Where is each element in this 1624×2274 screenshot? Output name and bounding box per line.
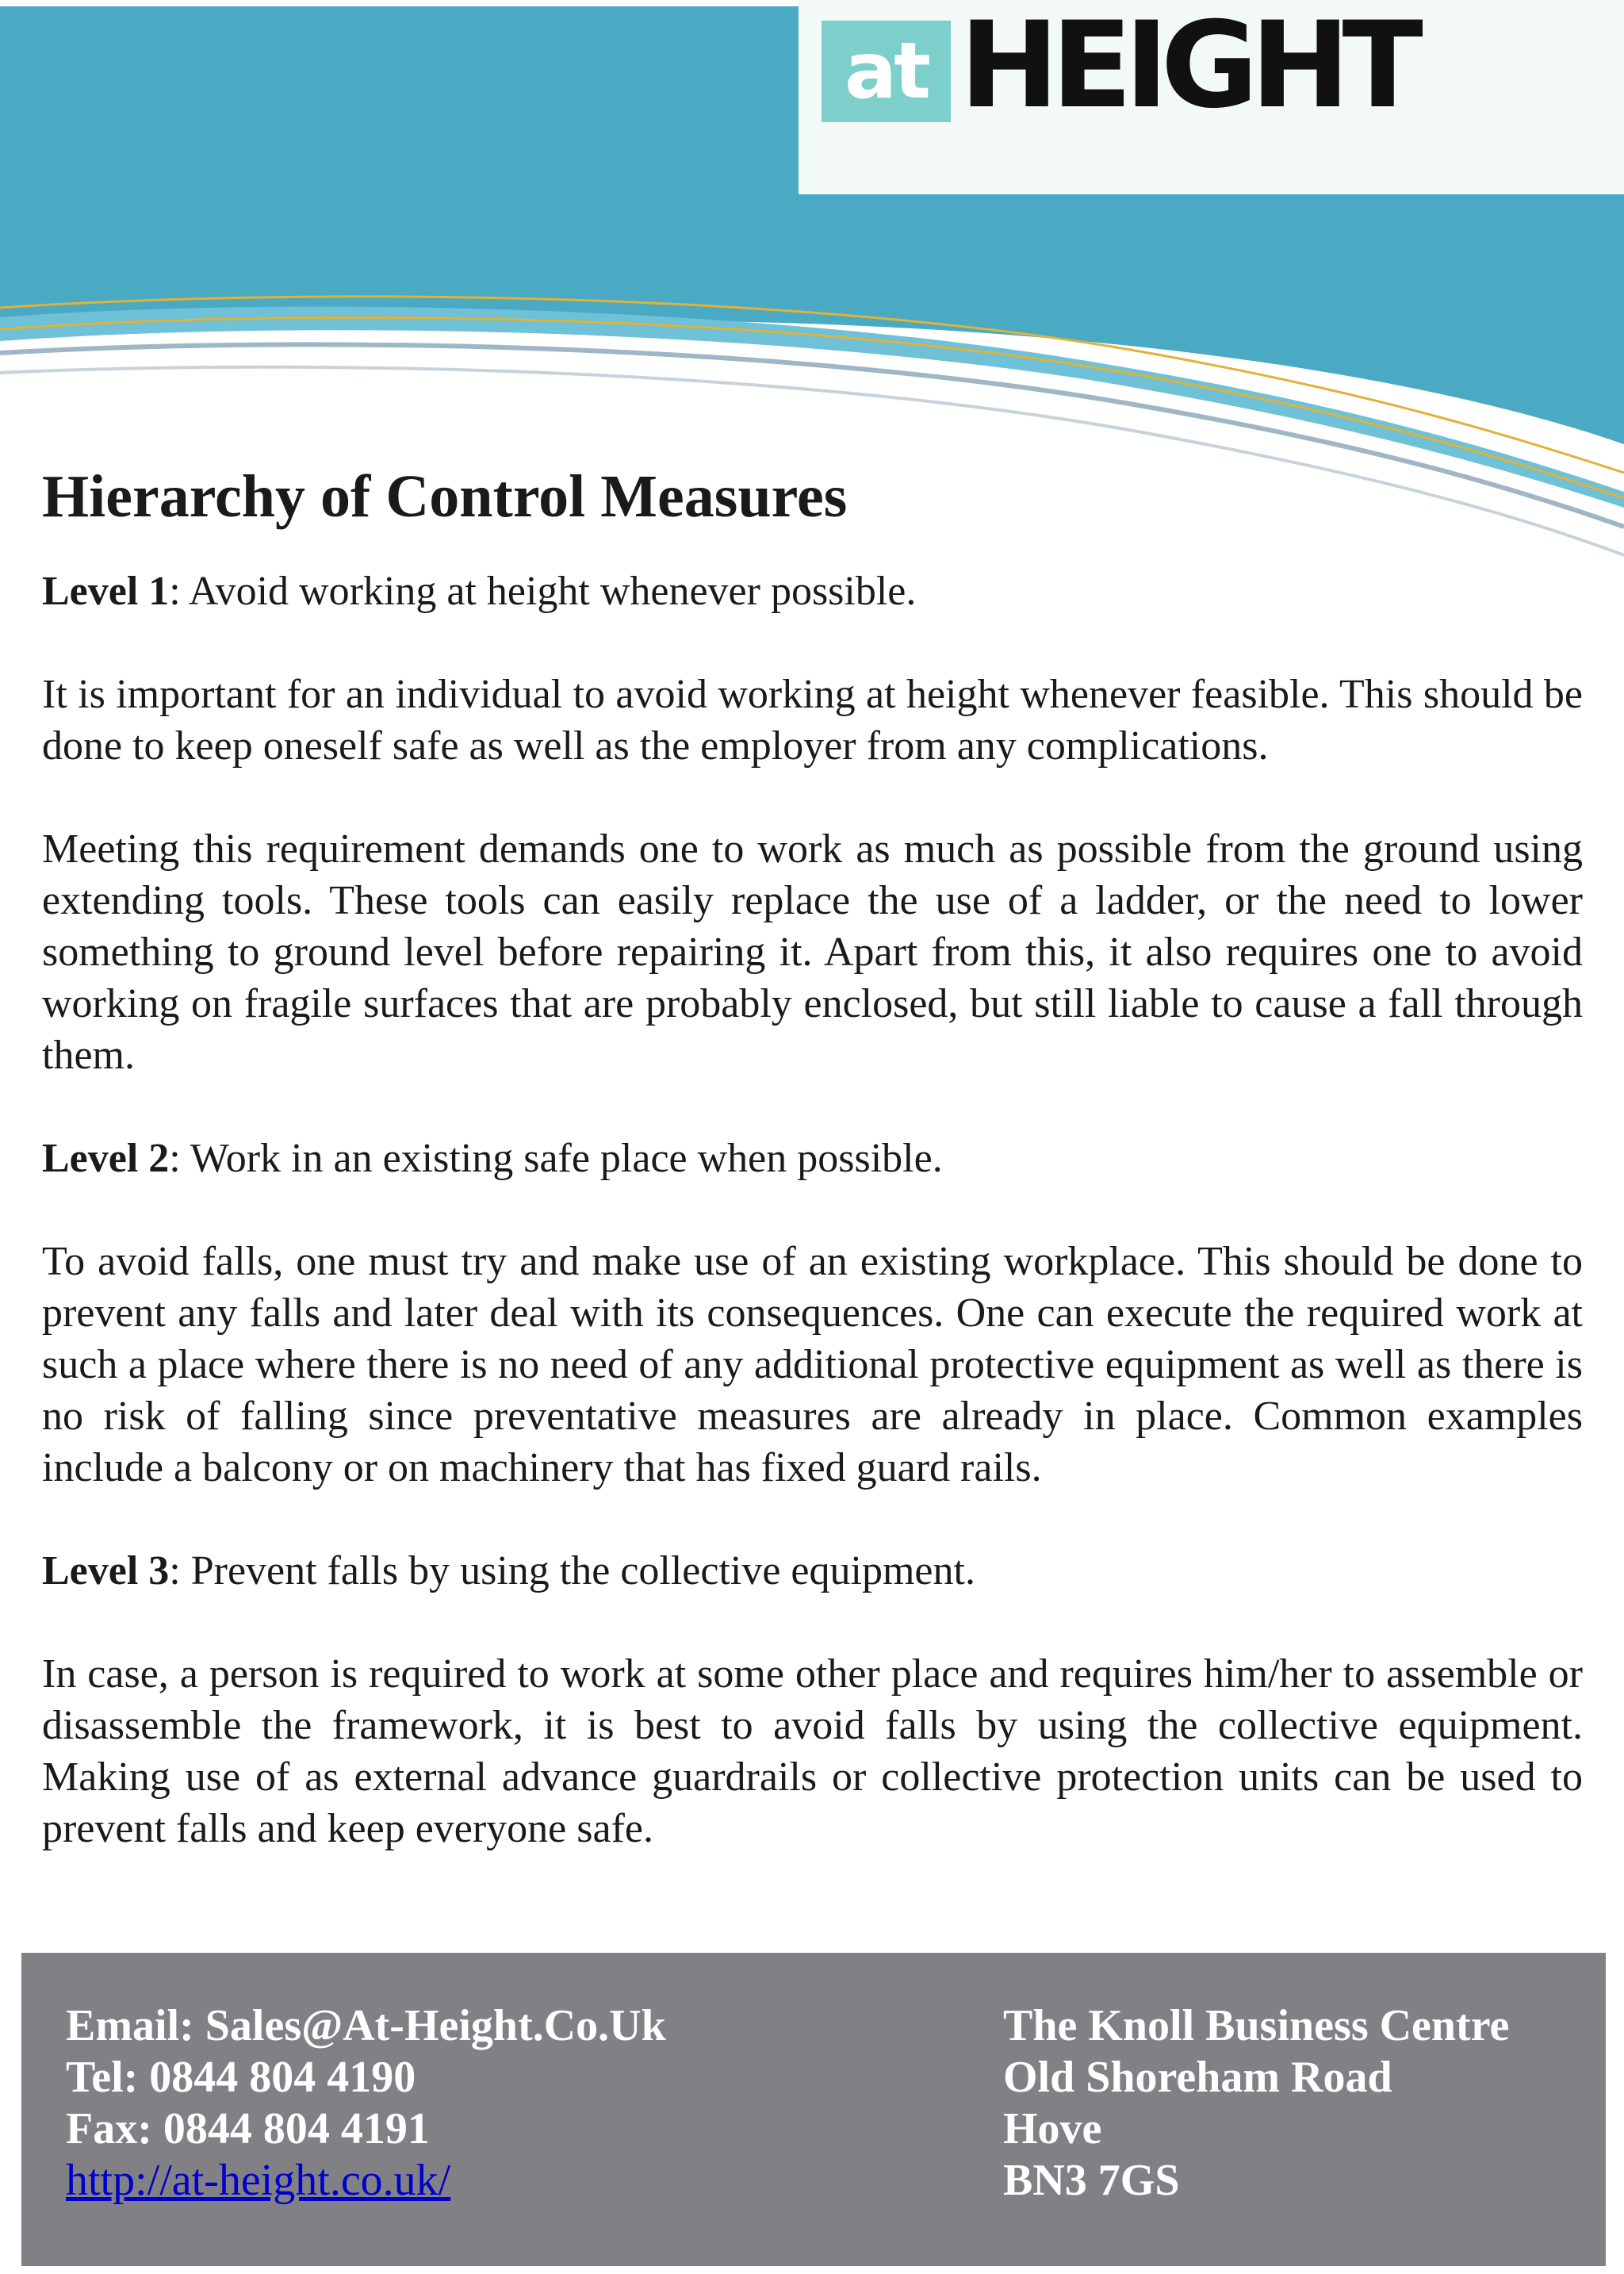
level-3-label: Level 3: [42, 1547, 170, 1593]
address-line-4: BN3 7GS: [1003, 2156, 1180, 2205]
address-line-2: Old Shoreham Road: [1003, 2053, 1392, 2102]
paragraph-4: In case, a person is required to work at some other place and requires him/her to assemble or disassemble the framework, it is best to avoid falls by using the collective equipment. Making use of as external advance guardrails or collective protection units can be used to prevent falls and keep everyone safe.: [42, 1651, 1583, 1851]
footer-fax: Fax: 0844 804 4191: [66, 2104, 430, 2153]
document-body: [42, 464, 1583, 1854]
footer-email: Email: Sales@At-Height.Co.Uk: [66, 2001, 666, 2050]
footer-website-link[interactable]: http://at-height.co.uk/: [66, 2156, 451, 2205]
paragraph-3: To avoid falls, one must try and make use of an existing workplace. This should be done to prevent any falls and later deal with its consequences. One can execute the required work at such a place where there is no need of any additional protective equipment as well as there is no risk of falling since preventative measures are already in place. Common examples include a balcony or on machinery that has fixed guard rails.: [42, 1238, 1583, 1490]
address-line-3: Hove: [1003, 2104, 1102, 2153]
level-2-text: : Work in an existing safe place when possible.: [169, 1135, 943, 1181]
level-1-text: : Avoid working at height whenever possible.: [169, 568, 917, 614]
logo-wordmark: HEIGHT: [959, 0, 1415, 135]
footer-address: [1003, 2000, 1509, 2207]
paragraph-1: It is important for an individual to avoid working at height whenever feasible. This should be done to keep oneself safe as well as the employer from any complications.: [42, 671, 1583, 769]
address-line-1: The Knoll Business Centre: [1003, 2001, 1510, 2050]
footer-contact: [66, 2000, 666, 2207]
footer-tel: Tel: 0844 804 4190: [66, 2053, 416, 2102]
level-3-heading: [42, 1545, 1583, 1597]
logo-at-badge: at: [822, 21, 951, 122]
level-2-heading: [42, 1133, 1583, 1184]
level-1-label: Level 1: [42, 568, 170, 614]
footer: [21, 1953, 1606, 2266]
level-1-heading: [42, 566, 1583, 617]
page-title: Hierarchy of Control Measures: [42, 463, 848, 530]
level-2-label: Level 2: [42, 1135, 170, 1181]
paragraph-2: Meeting this requirement demands one to work as much as possible from the ground using extending tools. These tools can easily replace the use of a ladder, or the need to lower something to ground level before repairing it. Apart from this, it also requires one to avoid working on fragile surfaces that are probably enclosed, but still liable to cause a fall through them.: [42, 826, 1583, 1078]
level-3-text: : Prevent falls by using the collective equipment.: [169, 1547, 975, 1593]
